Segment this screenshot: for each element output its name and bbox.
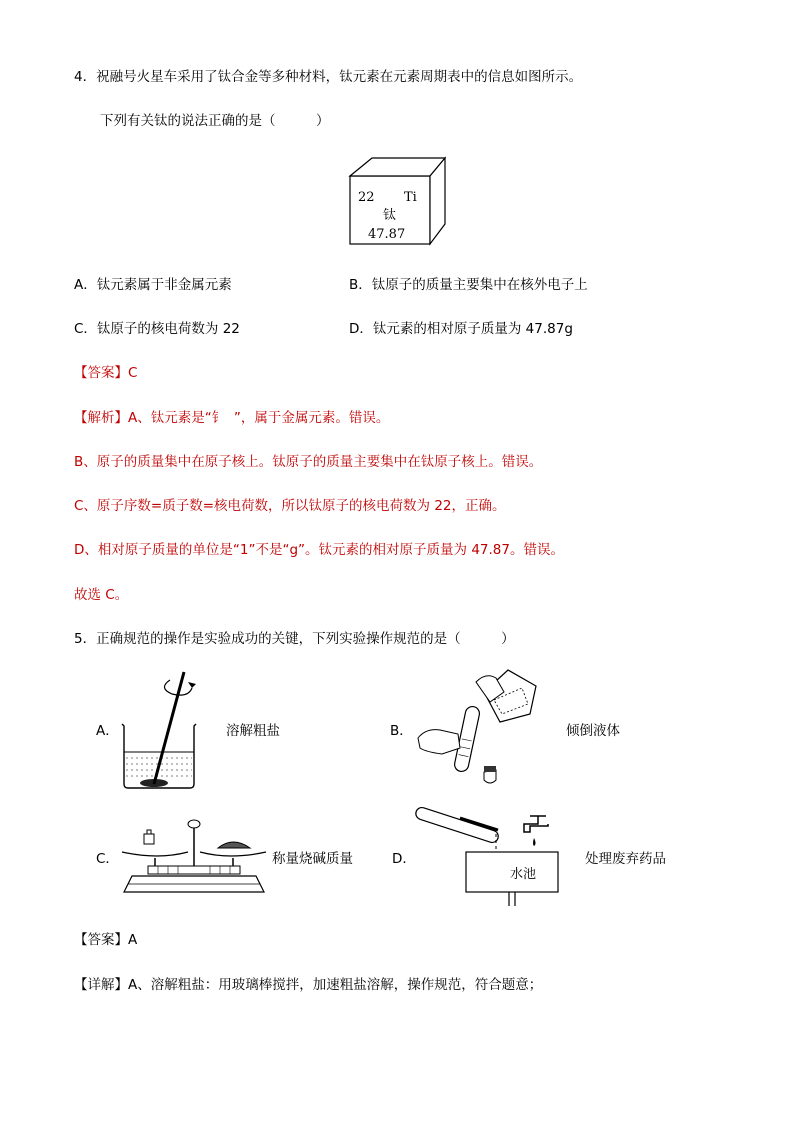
q5-option-a-letter: A． (96, 723, 119, 739)
element-mass: 47.87 (368, 227, 406, 242)
q4-option-d: D．钛元素的相对原子质量为 47.87g (349, 321, 573, 337)
sink-label: 水池 (510, 867, 537, 882)
q5-option-d-letter: D． (392, 851, 416, 867)
beaker-stirring-illustration (118, 668, 203, 792)
q5-detail: 【详解】A、溶解粗盐：用玻璃棒搅拌，加速粗盐溶解，操作规范，符合题意； (74, 977, 543, 993)
q5-option-d-label: 处理废弃药品 (585, 851, 666, 867)
q4-analysis-b: B、原子的质量集中在原子核上。钛原子的质量主要集中在钛原子核上。错误。 (74, 454, 543, 470)
balance-weighing-illustration (118, 818, 272, 896)
q5-answer: 【答案】A (74, 932, 138, 948)
q4-prompt: 下列有关钛的说法正确的是（ ） (100, 113, 330, 129)
element-card (340, 156, 450, 248)
q4-option-a: A．钛元素属于非金属元素 (74, 277, 232, 293)
q4-conclusion: 故选 C。 (74, 587, 129, 603)
element-symbol: Ti (404, 190, 417, 205)
q4-answer: 【答案】C (74, 365, 138, 381)
q4-option-b: B．钛原子的质量主要集中在核外电子上 (349, 277, 588, 293)
q4-option-c: C．钛原子的核电荷数为 22 (74, 321, 240, 337)
q5-option-b-letter: B． (390, 723, 413, 739)
element-name: 钛 (383, 208, 397, 223)
sink-disposal-illustration (416, 804, 560, 910)
q5-option-c-label: 称量烧碱质量 (272, 851, 353, 867)
q4-stem: 4．祝融号火星车采用了钛合金等多种材料，钛元素在元素周期表中的信息如图所示。 (74, 69, 583, 85)
q4-analysis-c: C、原子序数=质子数=核电荷数，所以钛原子的核电荷数为 22，正确。 (74, 498, 506, 514)
q4-analysis-d: D、相对原子质量的单位是“1”不是“g”。钛元素的相对原子质量为 47.87。错误。 (74, 542, 564, 558)
q5-option-a-label: 溶解粗盐 (226, 723, 280, 739)
element-number: 22 (358, 190, 375, 205)
pouring-liquid-illustration (412, 662, 542, 788)
q5-option-b-label: 倾倒液体 (566, 723, 620, 739)
q5-stem: 5．正确规范的操作是实验成功的关键，下列实验操作规范的是（ ） (74, 631, 515, 647)
q4-analysis-a: 【解析】A、钛元素是“钅​ ”，属于金属元素。错误。 (74, 410, 390, 426)
q5-option-c-letter: C． (96, 851, 119, 867)
